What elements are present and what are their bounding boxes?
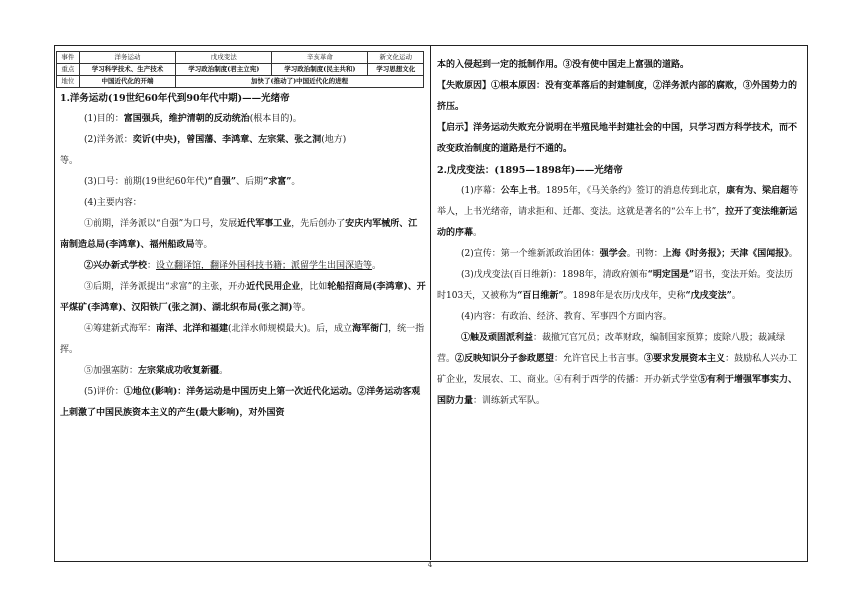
paragraph (60, 109, 426, 130)
text: 南洋、北洋和福建 (156, 324, 229, 334)
paragraph (60, 277, 426, 319)
text: 公车上书 (500, 186, 537, 196)
paragraph (60, 382, 426, 424)
table-cell: 新文化运动 (368, 52, 424, 64)
text: ②反映知识分子参政愿望 (455, 354, 555, 364)
comparison-table (56, 51, 424, 88)
paragraph: (4)主要内容： (84, 198, 142, 208)
text: 。 (219, 366, 229, 376)
table-row (57, 64, 424, 76)
text: ：训练新式军队。 (473, 396, 546, 406)
text: (5)评价： (84, 387, 124, 397)
text: ：鼓励私人兴办工矿企业，发展农、工、商业。④有利于西学的传播：开办新式学堂 (437, 354, 798, 385)
paragraph: 【启示】洋务运动失败充分说明在半殖民地半封建社会的中国，只学习西方科学技术，而不改变政治制度的道路是行不通的。 (437, 123, 798, 154)
text: 富国强兵，维护清朝的反动统治 (123, 114, 250, 124)
table-cell: 加快了(推动了)中国近代化的进程 (176, 76, 424, 88)
table-cell: 辛亥革命 (272, 52, 368, 64)
section-heading: 1.洋务运动(19世纪60年代到90年代中期)——光绪帝 (60, 93, 290, 104)
text: 康有为、梁启超 (726, 186, 790, 196)
column-divider (430, 45, 431, 560)
paragraph (437, 181, 801, 244)
text: ①触及顽固派利益 (461, 333, 534, 343)
paragraph (60, 256, 426, 277)
text: “求富” (263, 177, 292, 187)
text: “戊戌变法” (685, 291, 732, 301)
table-cell: 重点 (57, 64, 80, 76)
paragraph: (4)内容：有政治、经济、教育、军事四个方面内容。 (461, 312, 672, 322)
text: 强学会 (599, 249, 627, 259)
text: 设立翻译馆，翻译外国科技书籍；派留学生出国深造等 (156, 261, 373, 271)
table-cell: 戊戌变法 (176, 52, 272, 64)
text: 。 (731, 291, 741, 301)
text: “百日维新” (517, 291, 564, 301)
paragraph (60, 172, 426, 193)
text: (1)序幕： (461, 186, 501, 196)
section-heading: 2.戊戌变法：(1895—1898年)——光绪帝 (437, 165, 623, 176)
text: 奕䜣(中央)，曾国藩、李鸿章、左宗棠、张之洞 (132, 135, 322, 145)
text: 。1898年是农历戊戌年，史称 (563, 291, 686, 301)
text: ③后期，洋务派提出“求富”的主张，开办 (84, 282, 247, 292)
table-cell: 学习思想文化 (368, 64, 424, 76)
table-cell: 事件 (57, 52, 80, 64)
page-number: 4 (427, 561, 433, 569)
text: (地方) (321, 135, 347, 145)
table-cell: 地位 (57, 76, 80, 88)
paragraph (60, 214, 426, 256)
text: “明定国是” (647, 270, 695, 280)
text: ⑤有利于增强军事实力、国防力量 (437, 375, 798, 406)
text: (根本目的)。 (249, 114, 302, 124)
paragraph: 【失败原因】①根本原因：没有变革落后的封建制度，②洋务派内部的腐败，③外国势力的挤压。 (437, 81, 798, 112)
text: (1)目的： (84, 114, 124, 124)
text: 。 (788, 249, 798, 259)
text: ②兴办新式学校 (84, 261, 148, 271)
text: ，比如 (300, 282, 328, 292)
text: 。 (291, 177, 301, 187)
text: ： (147, 261, 157, 271)
text: 海军衙门 (352, 324, 389, 334)
text: ，统一指挥。 (60, 324, 425, 355)
text: ③要求发展资本主义 (644, 354, 726, 364)
table-cell: 学习政治制度(君主立宪) (176, 64, 272, 76)
text: (3)戊戌变法(百日维新)：1898年，清政府颁布 (461, 270, 648, 280)
text: 近代军事工业 (237, 219, 292, 229)
text: ①前期，洋务派以“自强”为口号，发展 (84, 219, 238, 229)
paragraph (60, 130, 426, 172)
text: ：裁撤冗官冗员；改革财政，编制国家预算；废除八股；裁减绿营。 (437, 333, 786, 364)
paragraph: 本的入侵起到一定的抵制作用。③没有使中国走上富强的道路。 (437, 60, 690, 70)
text: ，先后创办了 (291, 219, 346, 229)
text: 近代民用企业 (246, 282, 301, 292)
text: 等。 (194, 240, 213, 250)
paragraph (437, 328, 801, 412)
text: 轮船招商局(李鸿章)、开平煤矿(李鸿章)、汉阳铁厂(张之洞)、湖北织布局(张之洞) (60, 282, 426, 313)
text: 等。 (292, 303, 311, 313)
table-cell: 学习政治制度(民主共和) (272, 64, 368, 76)
text: 拉开了变法维新运动的序幕 (437, 207, 798, 238)
text: 。 (473, 228, 483, 238)
text: ①地位(影响)：洋务运动是中国历史上第一次近代化运动。②洋务运动客观上刺激了中国民族资本主义的产生(最大影响)，对外国资 (60, 387, 421, 418)
left-column (60, 50, 426, 424)
table-cell: 中国近代化的开端 (79, 76, 176, 88)
paragraph (60, 361, 426, 382)
table-cell: 学习科学技术、生产技术 (79, 64, 176, 76)
text: (2)宣传：第一个维新派政治团体： (461, 249, 600, 259)
table-cell: 洋务运动 (79, 52, 176, 64)
paragraph (60, 319, 426, 361)
table-row (57, 52, 424, 64)
text: 。 (372, 261, 382, 271)
table-row (57, 76, 424, 88)
text: ⑤加强塞防： (84, 366, 139, 376)
text: 等。 (60, 156, 79, 166)
text: ：允许官民上书言事。 (554, 354, 645, 364)
text: (2)洋务派： (84, 135, 133, 145)
paragraph (437, 244, 801, 265)
text: 。1895年，《马关条约》签订的消息传到北京， (536, 186, 727, 196)
text: 诏书，变法开始。变法历时103天，又被称为 (437, 270, 794, 301)
text: 。刊物： (626, 249, 663, 259)
text: (北洋水师规模最大)。后，成立 (228, 324, 353, 334)
paragraph (437, 265, 801, 307)
text: 、后期 (236, 177, 264, 187)
text: (3)口号：前期(19世纪60年代) (84, 177, 208, 187)
text: 上海《时务报》；天津《国闻报》 (662, 249, 789, 259)
text: ④筹建新式海军： (84, 324, 157, 334)
text: 左宗棠成功收复新疆 (138, 366, 220, 376)
text: 等举人，上书光绪帝，请求拒和、迁都、变法。这就是著名的“公车上书”， (437, 186, 799, 217)
text: “自强” (207, 177, 237, 187)
right-column (437, 55, 801, 412)
text: 安庆内军械所、江南制造总局(李鸿章)、福州船政局 (60, 219, 418, 250)
